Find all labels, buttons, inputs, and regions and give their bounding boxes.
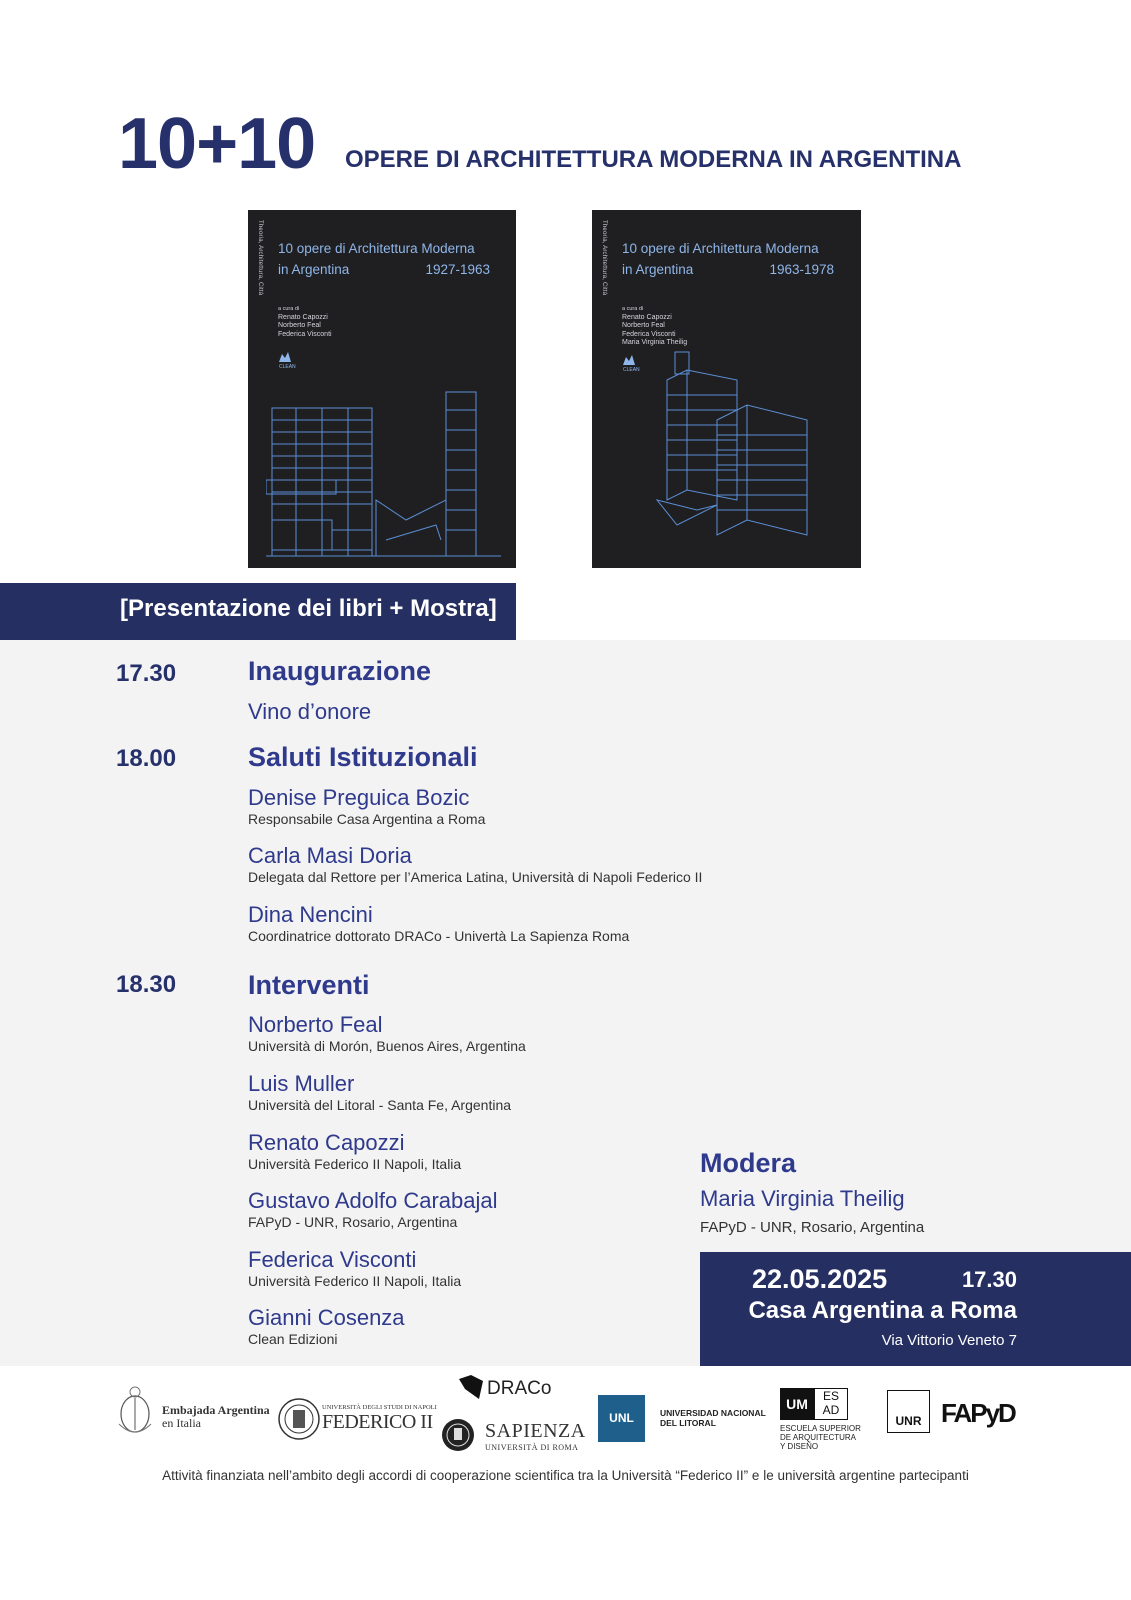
- moderator-label: Modera: [700, 1148, 797, 1178]
- speaker-name: Norberto Feal: [248, 1012, 383, 1037]
- speaker-name: Luis Muller: [248, 1071, 355, 1096]
- publisher-logo: CLEAN: [279, 352, 296, 370]
- event-time: 17.30: [961, 1267, 1017, 1292]
- event-venue: Casa Argentina a Roma: [748, 1297, 1017, 1324]
- speaker-name: Carla Masi Doria: [248, 843, 412, 868]
- speaker-affiliation: Clean Edizioni: [248, 1331, 338, 1347]
- cover-years: 1963-1978: [769, 262, 834, 277]
- time-1730: 17.30: [116, 660, 177, 687]
- publisher-logo: CLEAN: [623, 355, 640, 373]
- unl-logo-box: UNL: [598, 1395, 645, 1442]
- building-section-drawing: [266, 390, 501, 562]
- presentation-band: [0, 583, 516, 640]
- speaker-name: Dina Nencini: [248, 902, 373, 927]
- speaker-name: Gustavo Adolfo Carabajal: [248, 1188, 498, 1213]
- book-cover-1963-1978: [592, 210, 861, 568]
- title-subtitle: OPERE DI ARCHITETTURA MODERNA IN ARGENTINA: [345, 146, 962, 173]
- unr-logo-box: UNR: [887, 1390, 930, 1433]
- cover-editors: a cura di Renato Capozzi Norberto Feal Federica Visconti: [278, 306, 332, 338]
- section-title: Saluti Istituzionali: [248, 742, 478, 772]
- speaker-affiliation: Università Federico II Napoli, Italia: [248, 1273, 462, 1289]
- esad-logo-text: ESCUELA SUPERIOR DE ARQUITECTURA Y DISEÑO: [780, 1424, 861, 1451]
- sapienza-seal-icon: [441, 1416, 475, 1454]
- cover-title: 10 opere di Architettura Moderna in Argentina 1927-1963: [278, 238, 504, 280]
- footer-note: Attività finanziata nell’ambito degli accordi di cooperazione scientifica tra la Università “Federico II” e le università argentine partecipanti: [162, 1468, 969, 1483]
- cover-editors: a cura di Renato Capozzi Norberto Feal Federica Visconti Maria Virginia Theilig: [622, 306, 688, 346]
- event-info-box: [700, 1252, 1131, 1366]
- draco-icon: [459, 1375, 485, 1399]
- federico-logo: UNIVERSITÀ DEGLI STUDI DI NAPOLI FEDERICO II: [322, 1404, 437, 1433]
- um-logo-box: UM: [780, 1388, 814, 1420]
- cover-spine: Theoria, Architettura, Città: [601, 220, 607, 296]
- embajada-logo: Embajada Argentina en Italia: [162, 1403, 270, 1430]
- argentina-coat-of-arms-icon: [117, 1384, 153, 1440]
- speaker-affiliation: Università di Morón, Buenos Aires, Argentina: [248, 1038, 526, 1054]
- speaker-affiliation: FAPyD - UNR, Rosario, Argentina: [248, 1214, 458, 1230]
- federico-seal-icon: [278, 1398, 320, 1440]
- band-label: [Presentazione dei libri + Mostra]: [120, 595, 497, 622]
- event-date: 22.05.2025: [752, 1264, 888, 1294]
- time-1830: 18.30: [116, 971, 177, 998]
- cover-spine: Theoria, Architettura, Città: [257, 220, 263, 296]
- unl-logo-text: UNIVERSIDAD NACIONAL DEL LITORAL: [660, 1408, 766, 1428]
- moderator-name: Maria Virginia Theilig: [700, 1186, 905, 1211]
- moderator-affiliation: FAPyD - UNR, Rosario, Argentina: [700, 1219, 925, 1236]
- cover-years: 1927-1963: [425, 262, 490, 277]
- tower-axonometric-drawing: [647, 350, 822, 542]
- event-address: Via Vittorio Veneto 7: [881, 1332, 1017, 1349]
- speaker-affiliation: Responsabile Casa Argentina a Roma: [248, 811, 486, 827]
- section-subtitle: Vino d’onore: [248, 699, 372, 724]
- fapyd-logo: FAPyD: [941, 1398, 1015, 1428]
- speaker-affiliation: Coordinatrice dottorato DRACo - Univertà La Sapienza Roma: [248, 928, 630, 944]
- speaker-name: Denise Preguica Bozic: [248, 785, 470, 810]
- sapienza-logo: SAPIENZA UNIVERSITÀ DI ROMA: [485, 1420, 586, 1452]
- esad-logo-box: ES AD: [814, 1388, 848, 1420]
- draco-logo: DRACo: [487, 1378, 552, 1399]
- speaker-name: Renato Capozzi: [248, 1130, 405, 1155]
- book-cover-1927-1963: [248, 210, 516, 568]
- time-1800: 18.00: [116, 745, 177, 772]
- speaker-affiliation: Università Federico II Napoli, Italia: [248, 1156, 462, 1172]
- title-number: 10+10: [118, 104, 316, 184]
- cover-title: 10 opere di Architettura Moderna in Argentina 1963-1978: [622, 238, 848, 280]
- speaker-name: Federica Visconti: [248, 1247, 417, 1272]
- speaker-name: Gianni Cosenza: [248, 1305, 405, 1330]
- section-title: Inaugurazione: [248, 656, 432, 686]
- speaker-affiliation: Delegata dal Rettore per l’America Latina, Università di Napoli Federico II: [248, 869, 703, 885]
- speaker-affiliation: Università del Litoral - Santa Fe, Argentina: [248, 1097, 512, 1113]
- section-title: Interventi: [248, 970, 370, 1000]
